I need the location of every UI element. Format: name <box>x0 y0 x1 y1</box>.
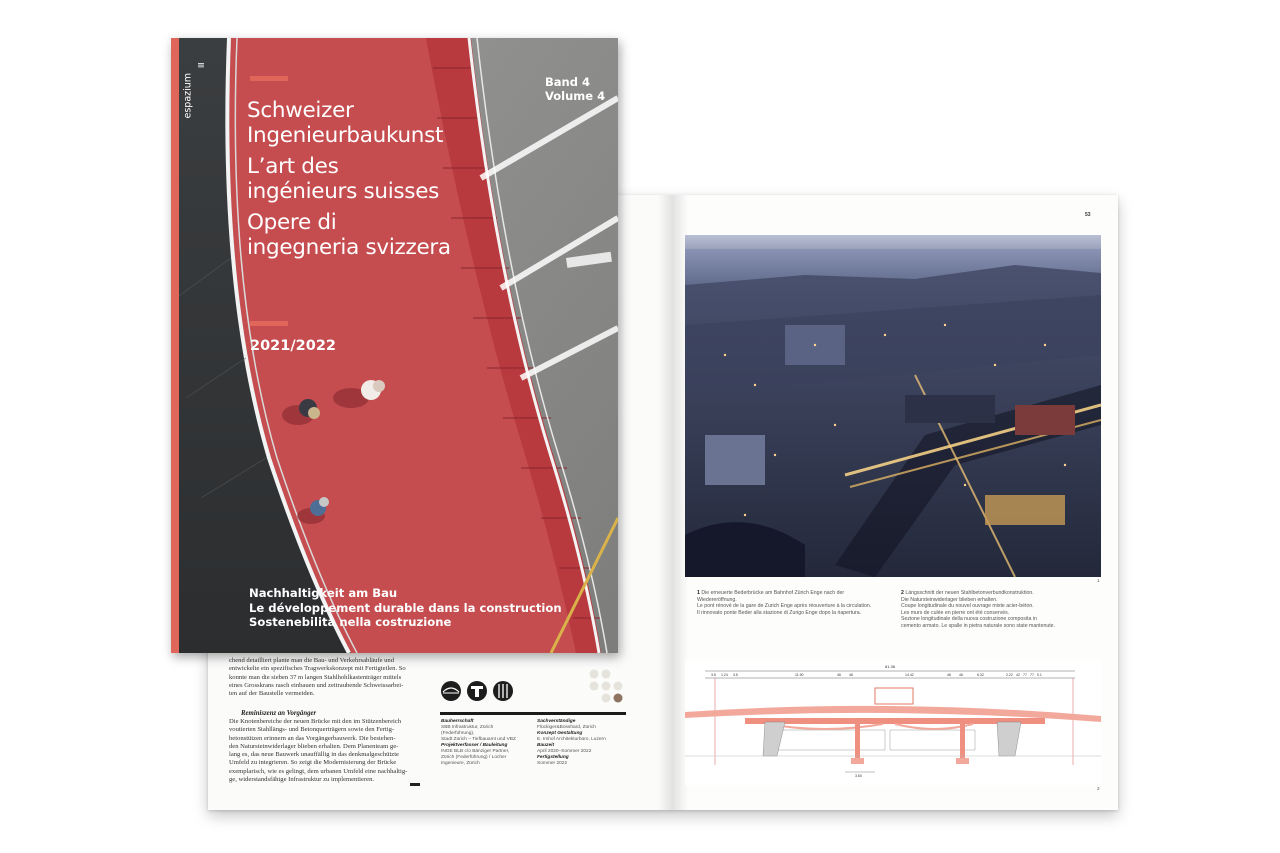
dim-total: 61.36 <box>884 664 896 669</box>
caption-2: 2 Längsschnitt der neuen Stahlbetonverbundkonstruktion. Die Natursteinwiderlager blieben erhalten. Coupe longitudinale du nouvel ouvrage mixte acier-béton. Les murs de culée en pierre ont été conservés. Sezione longitudinale della nuova costruzione composita in cemento armato. Le spalle in pietra naturale sono state mantenute. <box>901 590 1055 629</box>
title-bar-bottom <box>250 321 288 326</box>
cover-year: 2021/2022 <box>250 338 337 354</box>
drawing-number: 2 <box>1097 786 1100 791</box>
bridge-icon <box>441 681 461 701</box>
city-night-photo <box>685 235 1101 577</box>
svg-text:1.24: 1.24 <box>721 673 728 677</box>
svg-text:46: 46 <box>947 673 951 677</box>
svg-text:46: 46 <box>849 673 853 677</box>
svg-text:3.5: 3.5 <box>733 673 738 677</box>
svg-text:2.22: 2.22 <box>1006 673 1013 677</box>
category-icons <box>440 680 520 704</box>
svg-text:3.5: 3.5 <box>711 673 716 677</box>
svg-text:77: 77 <box>1030 673 1034 677</box>
page-number: 53 <box>1085 212 1091 218</box>
facts-column-2: Sachverständige Flückiger&Bosshard, Zürich Konzept Gestaltung E. Imhof Architekturbüro, Luzern Bauzeit April 2020–Sommer 2022 Fertigstellung Sommer 2022 <box>537 719 606 766</box>
end-mark <box>410 783 420 786</box>
longitudinal-section-drawing <box>685 660 1101 785</box>
svg-text:6.32: 6.32 <box>977 673 984 677</box>
svg-text:46: 46 <box>837 673 841 677</box>
svg-text:46: 46 <box>959 673 963 677</box>
cover-spine-stripe <box>171 38 179 653</box>
rail-icon <box>493 681 513 701</box>
facts-rule <box>440 712 626 715</box>
location-dots-icon <box>586 666 626 706</box>
cover-title: Schweizer Ingenieurbaukunst L’art des ingénieurs suisses Opere di ingegneria svizzera <box>247 98 451 260</box>
left-body-text: chend detailliert plante man die Bau- und Verkehrsabläufe und entwickelte ein spezifisches Tragwerkskonzept mit Fertigteilen. So konnte man die sieben 37 m langen Stahlhohlkastenträger mittels eines Grosskrans rasch einbauen und zeitraubende Schweissarbei- ten auf der Baustelle vermeiden. <box>229 657 406 698</box>
book-cover <box>171 38 618 653</box>
svg-text:3.60: 3.60 <box>855 774 862 778</box>
left-subheading: Reminiszenz an Vorgänger <box>241 710 317 717</box>
svg-text:42: 42 <box>1016 673 1020 677</box>
spread-gutter <box>658 195 688 810</box>
photo-number: 1 <box>1097 578 1100 583</box>
svg-text:77: 77 <box>1023 673 1027 677</box>
infrastructure-icon <box>467 681 487 701</box>
svg-text:11.90: 11.90 <box>795 673 804 677</box>
cover-tagline: Nachhaltigkeit am Bau Le développement durable dans la construction Sostenebilità nella costruzione <box>249 586 562 629</box>
svg-text:14.42: 14.42 <box>905 673 914 677</box>
volume-label: Band 4 Volume 4 <box>545 75 606 103</box>
menu-icon: ≡ <box>197 60 205 71</box>
left-body-text-2: Die Knotenbereiche der neuen Brücke mit den im Stützenbereich voutierten Stahllängs- und Betonquerträgern sowie den Fertig- betonstützen erinnern an das Vorgängerbauwerk. Die bestehen- den Natursteinwiderlager blieben erhalten. Dem Planenteam ge- lang es, das neue Bauwerk unauffällig in das denkmalgeschützte Umfeld zu integrieren. So zeigt die Modernisierung der Brücke exemplarisch, wie es gelingt, dem urbanen Umfeld eine nachhaltig- ge, widerstandsfähige Infrastruktur zu implementieren. <box>229 718 408 784</box>
svg-text:0.1: 0.1 <box>1037 673 1042 677</box>
facts-column-1: Bauherrschaft SBB Infrastruktur, Zürich (Federführung), Stadt Zürich – Tiefbauamt und VBZ Projektverfasser / Bauleitung INGE BLB c/o Bänziger Partner, Zürich (Federführung) / Locher Ingenieure, Zürich <box>441 719 516 766</box>
publisher-logo: espazium <box>182 72 194 119</box>
caption-1: 1 Die erneuerte Bederbrücke am Bahnhof Zürich Enge nach der Wiedereröffnung. Le pont rénové de la gare de Zurich Enge après réouverture à la circulation. Il rinnovato ponte Beder alla stazione di Zurigo Enge dopo la riapertura. <box>697 590 872 616</box>
title-bar-top <box>250 76 288 81</box>
